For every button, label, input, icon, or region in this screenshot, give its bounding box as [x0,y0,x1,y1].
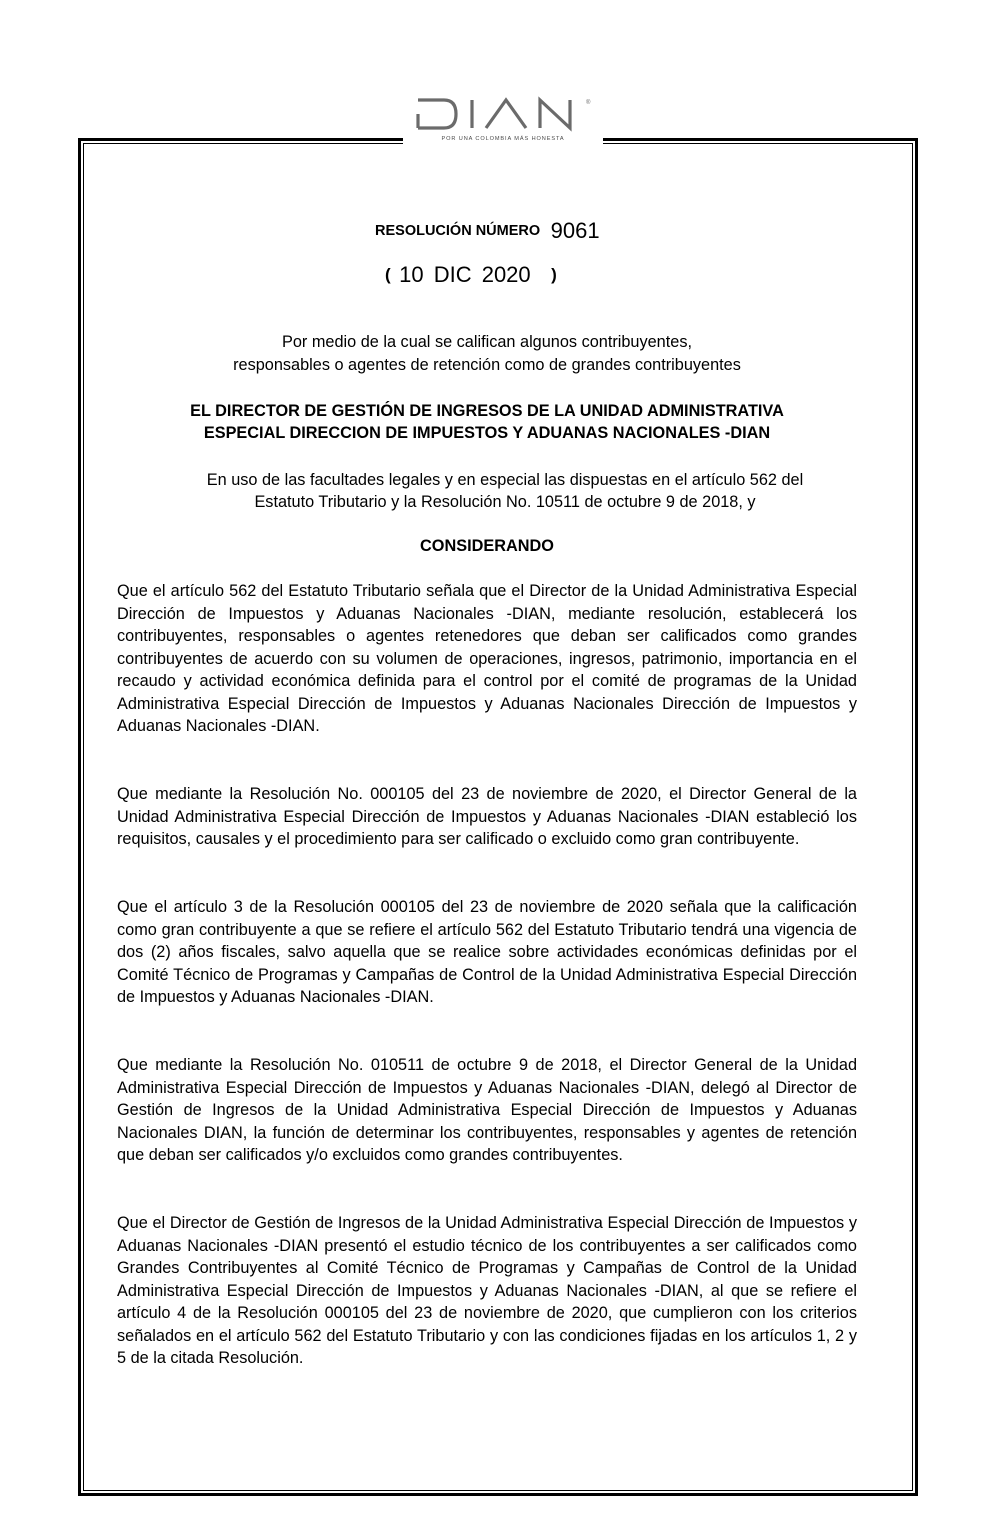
authority-line-2: ESPECIAL DIRECCION DE IMPUESTOS Y ADUANAS NACIONALES -DIAN [203,424,771,442]
date-paren-close: ) [551,265,557,284]
resolution-subject [117,331,857,377]
faculties-line-2: Estatuto Tributario y la Resolución No. 10511 de octubre 9 de 2018, y [254,493,756,511]
faculties-line-1: En uso de las facultades legales y en especial las dispuestas en el artículo 562 del [206,471,804,489]
issuing-authority [117,400,857,444]
dian-logo [403,94,603,150]
subject-line-2: responsables o agentes de retención como de grandes contribuyentes [233,356,741,374]
subject-line-1: Por medio de la cual se califican algunos contribuyentes, [282,333,692,351]
svg-text:®: ® [586,100,591,106]
considerando-paragraph-4: Que mediante la Resolución No. 010511 de octubre 9 de 2018, el Director General de la Unidad Administrativa Especial Dirección de Impuestos y Aduanas Nacionales -DIAN, delegó al Director de Gestión de Ingresos de la Unidad Administrativa Especial Dirección de Impuestos y Aduanas Nacionales DIAN, la función de determinar los contribuyentes, responsables y agentes de retención que deban ser calificados y/o excluidos como grandes contribuyentes. [117,1056,857,1164]
dian-logo-mark [410,94,596,134]
resolution-date-line [385,262,557,288]
resolution-label: RESOLUCIÓN NÚMERO [375,223,541,239]
considerando-paragraph-1: Que el artículo 562 del Estatuto Tributario señala que el Director de la Unidad Administrativa Especial Dirección de Impuestos y Aduanas Nacionales -DIAN, mediante resolución, establecerá los contribuyentes, responsables o agentes retenedores que deban ser calificados como grandes contribuyentes de acuerdo con su volumen de operaciones, ingresos, patrimonio, importancia en el recaudo y actividad económica definida para el control por el comité de programas de la Unidad Administrativa Especial Dirección de Impuestos y Aduanas Nacionales Dirección de Impuestos y Aduanas Nacionales -DIAN. [117,582,857,735]
considerando-heading: CONSIDERANDO [420,537,554,555]
logo-tagline: POR UNA COLOMBIA MÁS HONESTA [441,136,565,142]
resolution-number-line [375,218,600,244]
resolution-number: 9061 [550,218,600,243]
authority-line-1: EL DIRECTOR DE GESTIÓN DE INGRESOS DE LA UNIDAD ADMINISTRATIVA [190,402,784,420]
considerando-paragraph-5: Que el Director de Gestión de Ingresos de la Unidad Administrativa Especial Dirección de Impuestos y Aduanas Nacionales -DIAN presentó el estudio técnico de los contribuyentes a ser calificados como Grandes Contribuyentes al Comité Técnico de Programas y Campañas de Control de la Unidad Administrativa Especial Dirección de Impuestos y Aduanas Nacionales -DIAN, al que se refiere el artículo 4 de la Resolución 000105 del 23 de noviembre de 2020, que cumplieron con los criterios señalados en el artículo 562 del Estatuto Tributario y con las condiciones fijadas en los artículos 1, 2 y 5 de la citada Resolución. [117,1214,857,1367]
resolution-date: 10 DIC 2020 [399,262,531,287]
date-paren-open: ( [385,265,391,284]
considerando-paragraph-3: Que el artículo 3 de la Resolución 000105 del 23 de noviembre de 2020 señala que la calificación como gran contribuyente a que se refiere el artículo 562 del Estatuto Tributario tendrá una vigencia de dos (2) años fiscales, salvo aquella que se realice sobre actividades económicas definidas por el Comité Técnico de Programas y Campañas de Control de la Unidad Administrativa Especial Dirección de Impuestos y Aduanas Nacionales -DIAN. [117,898,857,1006]
legal-faculties [140,469,870,513]
considerando-paragraph-2: Que mediante la Resolución No. 000105 del 23 de noviembre de 2020, el Director General de la Unidad Administrativa Especial Dirección de Impuestos y Aduanas Nacionales -DIAN estableció los requisitos, causales y el procedimiento para ser calificado o excluido como gran contribuyente. [117,785,857,848]
